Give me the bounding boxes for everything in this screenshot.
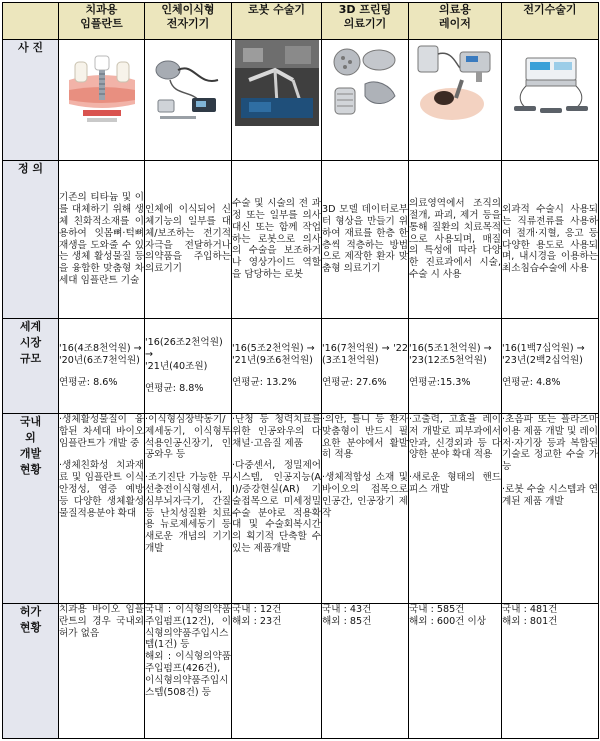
cell-paragraph: 국내 : 이식형의약품주입펌프(12건), 이식형의약품주입시스템(1건) 등 — [145, 604, 231, 651]
market-implantable — [145, 319, 232, 414]
development-robot — [232, 414, 322, 604]
header-row — [3, 3, 599, 40]
header-corner — [3, 3, 59, 40]
definition-robot — [232, 161, 322, 319]
cell-paragraph: 연평균: 13.2% — [232, 377, 297, 389]
cell-paragraph: 국내 : 12건 — [232, 604, 282, 615]
surgical-robot-picture — [235, 40, 319, 126]
col-head-electro: 전기수술기 — [502, 3, 599, 40]
cell-paragraph: 연평균: 4.8% — [502, 377, 561, 389]
cell-paragraph: '16(5조2천억원) → — [232, 342, 315, 354]
photo-electro — [502, 40, 599, 161]
cell-paragraph: '16(7천억원) → '22(3조1천억원) — [322, 342, 408, 366]
permit-row — [3, 604, 599, 739]
permit-3dprint — [322, 604, 409, 739]
cell-paragraph: 인체에 이식되어 신체기능의 일부를 대체/보조하는 전기적 자극을 전달하거나 의약품을 주입하는 의료기기 — [145, 204, 231, 275]
comparison-table — [2, 2, 599, 739]
cell-paragraph: 연평균:15.3% — [409, 377, 471, 389]
cell-paragraph: 수술 및 시술의 전 과정 또는 일부를 의사 대신 또는 함께 작업하는 로봇으로 의사의 수술을 보조하거나 영상가이드 역할을 담당하는 로봇 — [232, 198, 321, 280]
paragraph-gap — [409, 461, 501, 472]
definition-implantable — [145, 161, 232, 319]
photo-3dprint — [322, 40, 409, 161]
cell-paragraph: '16(4조8천억원) → — [59, 342, 142, 354]
development-implantable — [145, 414, 232, 604]
cell-paragraph: ·새로운 형태의 핸드피스 개발 — [409, 472, 501, 495]
implantable-device-picture — [148, 40, 228, 126]
cell-paragraph: 3D 모델 데이터로부터 형상을 만들기 위하여 재료를 한층 한층씩 적층하는 방법으로 제작한 환자 맞춤형 의료기기 — [322, 204, 408, 275]
cell-paragraph: 해외 : 23건 — [232, 615, 282, 627]
permit-implantable — [145, 604, 232, 739]
cell-paragraph: '20년(6조7천억원) — [59, 354, 140, 366]
permit-laser — [409, 604, 502, 739]
cell-paragraph: 의료영역에서 조직의 절개, 파괴, 제거 등을 통해 질환의 치료목적으로 사용되며, 매질의 특성에 따라 다양한 진료과에서 시술, 수술 시 사용 — [409, 198, 501, 280]
development-laser — [409, 414, 502, 604]
row-head-development: 국내 외 개발 현황 — [3, 414, 59, 604]
permit-electro — [502, 604, 599, 739]
cell-paragraph: 해외 : 801건 — [502, 615, 558, 627]
col-head-laser: 의료용 레이저 — [409, 3, 502, 40]
medical-laser-picture — [412, 40, 498, 126]
cell-paragraph: 연평균: 8.8% — [145, 383, 204, 395]
market-dental — [59, 319, 145, 414]
development-electro — [502, 414, 599, 604]
paragraph-gap — [409, 366, 501, 377]
cell-paragraph: '16(1백7십억원) → — [502, 342, 585, 354]
col-head-robot: 로봇 수술기 — [232, 3, 322, 40]
permit-robot — [232, 604, 322, 739]
cell-paragraph: ·이식형심장박동기/제세동기, 이식형투석용인공신장기, 인공와우 등 — [145, 414, 231, 461]
cell-paragraph: ·다중센서, 정밀제어시스템, 인공지능(AI)/증강현실(AR) 기술접목으로 미세정밀수술 분야로 적용확대 및 수술회복시간의 획기적 단축할 수 있는 제품개발 — [232, 460, 321, 554]
paragraph-gap — [59, 366, 144, 377]
3d-printed-implants-picture — [325, 40, 405, 126]
cell-paragraph: 국내 : 585건 — [409, 604, 465, 615]
paragraph-gap — [145, 372, 231, 383]
col-head-dental: 치과용 임플란트 — [59, 3, 145, 40]
cell-paragraph: 해외 : 85건 — [322, 615, 372, 627]
cell-paragraph: ·난청 등 청력치료를 위한 인공와우의 다채널·고음질 제품 — [232, 414, 321, 449]
paragraph-gap — [145, 461, 231, 472]
cell-paragraph: 국내 : 481건 — [502, 604, 558, 615]
paragraph-gap — [322, 366, 408, 377]
cell-paragraph: 외과적 수술시 사용되는 직류전류를 사용하여 절개·지혈, 응고 등 다양한 용도로 사용되며, 내시경을 이용하는 최소침습수술에 사용 — [502, 204, 598, 275]
paragraph-gap — [59, 449, 144, 460]
cell-paragraph: '21년(40조원) — [145, 360, 208, 372]
paragraph-gap — [232, 366, 321, 377]
row-head-market: 세계 시장 규모 — [3, 319, 59, 414]
development-dental — [59, 414, 145, 604]
paragraph-gap — [502, 473, 598, 484]
cell-paragraph: ·로봇 수술 시스템과 연계된 제품 개발 — [502, 483, 598, 507]
development-row — [3, 414, 599, 604]
paragraph-gap — [322, 461, 408, 472]
photo-implantable — [145, 40, 232, 161]
row-head-photo: 사 진 — [3, 40, 59, 161]
cell-paragraph: '16(26조2천억원) → — [145, 336, 223, 360]
photo-laser — [409, 40, 502, 161]
cell-paragraph: '16(5조1천억원) → — [409, 342, 492, 354]
cell-paragraph: 해외 : 이식형의약품주입펌프(426건), 이식형의약품주입시스템(508건) 등 — [145, 651, 231, 698]
row-head-permit: 허가 현황 — [3, 604, 59, 739]
row-head-definition: 정 의 — [3, 161, 59, 319]
permit-dental — [59, 604, 145, 739]
market-row — [3, 319, 599, 414]
cell-paragraph: 치과용 바이오 임플란트의 경우 국내외 허가 없음 — [59, 604, 144, 639]
cell-paragraph: '23년(2백2십억원) — [502, 354, 583, 366]
photo-robot — [232, 40, 322, 161]
cell-paragraph: 기존의 티타늄 및 이를 대체하기 위해 생체 친화적소재를 이용하여 잇몸뼈·턱뼈 재생을 도와줄 수 있는 생체 활성물질 등을 융합한 맞춤형 차세대 임플란트 기술 — [59, 192, 144, 286]
dental-implant-diagram-picture — [63, 40, 141, 126]
market-laser — [409, 319, 502, 414]
paragraph-gap — [502, 366, 598, 377]
cell-paragraph: ·초음파 또는 플라즈마 이용 제품 개발 및 레이저·자기장 등과 복합된 기술로 정교한 수술 가능 — [502, 414, 598, 473]
definition-dental — [59, 161, 145, 319]
paragraph-gap — [232, 449, 321, 460]
cell-paragraph: ·생체적합성 소재 및 바이오의 접목으로 인공간, 인공장기 제작 — [322, 472, 408, 519]
electrosurgical-unit-picture — [506, 40, 594, 126]
definition-electro — [502, 161, 599, 319]
market-robot — [232, 319, 322, 414]
cell-paragraph: ·생체친화성 치과재료 및 임플란트 이식 안정성, 염증 예방 등 다양한 생체활성물질적용분야 확대 — [59, 460, 144, 519]
development-3dprint — [322, 414, 409, 604]
photo-row — [3, 40, 599, 161]
market-electro — [502, 319, 599, 414]
definition-row — [3, 161, 599, 319]
cell-paragraph: '21년(9조6천억원) — [232, 354, 313, 366]
photo-dental — [59, 40, 145, 161]
definition-3dprint — [322, 161, 409, 319]
cell-paragraph: 국내 : 43건 — [322, 604, 372, 615]
cell-paragraph: ·고출력, 고효율 레이저 개발로 피부과에서 안과, 신경외과 등 다양한 분야 확대 적용 — [409, 414, 501, 461]
cell-paragraph: ·의안, 틀니 등 환자 맞춤형이 반드시 필요한 분야에서 활발히 적용 — [322, 414, 408, 461]
cell-paragraph: 해외 : 600건 이상 — [409, 615, 487, 627]
cell-paragraph: '23(12조5천억원) — [409, 354, 487, 366]
col-head-3dprint: 3D 프린팅 의료기기 — [322, 3, 409, 40]
cell-paragraph: ·생체활성물질이 융합된 차세대 바이오임플란트가 개발 중 — [59, 414, 144, 449]
market-3dprint — [322, 319, 409, 414]
col-head-implantable: 인체이식형 전자기기 — [145, 3, 232, 40]
cell-paragraph: 연평균: 27.6% — [322, 377, 387, 389]
definition-laser — [409, 161, 502, 319]
cell-paragraph: ·조기진단 가능한 무선충전이식형센서, 심부뇌자극기, 간질 등 난치성질환 치료용 뉴로제세동기 등 새로운 개념의 기기 개발 — [145, 472, 231, 554]
cell-paragraph: 연평균: 8.6% — [59, 377, 118, 389]
